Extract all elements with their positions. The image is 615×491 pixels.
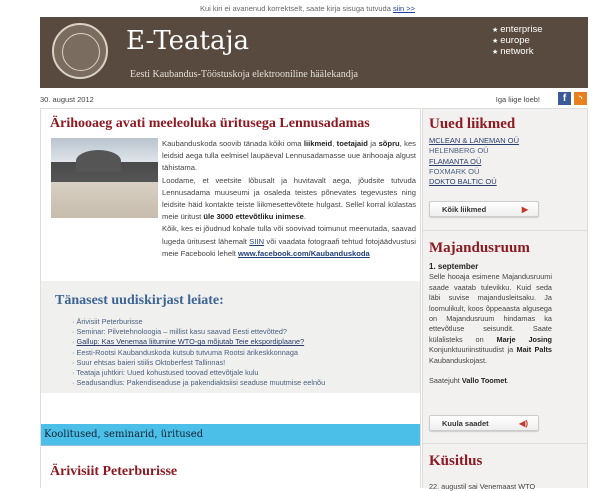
toc-item[interactable] bbox=[72, 358, 325, 368]
text: , bbox=[332, 139, 337, 148]
top-notice bbox=[0, 4, 615, 13]
event-photo bbox=[51, 138, 158, 218]
member-link[interactable]: HELENBERG OÜ bbox=[429, 146, 489, 156]
poll-heading: Küsitlus bbox=[429, 453, 483, 469]
main-column bbox=[40, 108, 421, 488]
toc-item[interactable] bbox=[72, 368, 325, 378]
toc-link[interactable]: Gallup: Kas Venemaa liitumine WTO-ga mõjutab Teie ekspordiplaane? bbox=[76, 337, 305, 347]
toc-link[interactable]: Seminar: Pilvetehnoloogia – millist kasu saavad Eesti ettevõtted? bbox=[76, 327, 287, 337]
text: , kes leidsid aega tulla eelmisel laupäeval Lennusadamasse uue ärihooaja algust tähistama. bbox=[162, 139, 416, 173]
toc-link[interactable]: Seadusandlus: Pakendiseaduse ja pakendiaktsiisi seaduse muutmise eelnõu bbox=[76, 378, 326, 388]
member-link[interactable]: FLAMANTA OÜ bbox=[429, 156, 482, 166]
rss-icon[interactable]: ◝ bbox=[574, 92, 587, 105]
majandusruum-text bbox=[429, 262, 552, 387]
date-bar bbox=[40, 92, 588, 106]
enterprise-europe-network-logo bbox=[492, 25, 542, 58]
read-more-link[interactable]: SIIN bbox=[249, 236, 265, 246]
sidebar bbox=[422, 108, 588, 491]
members-heading: Uued liikmed bbox=[429, 116, 516, 132]
divider bbox=[423, 443, 587, 444]
web-version-link[interactable]: siin >> bbox=[392, 4, 416, 13]
text: üle 3000 ettevõtliku inimese bbox=[203, 212, 304, 222]
member-link[interactable]: DOKTO BALTIC OÜ bbox=[429, 177, 497, 187]
section-header bbox=[41, 424, 420, 446]
new-members-list bbox=[429, 136, 519, 187]
member-link[interactable]: FOXMARK OÜ bbox=[429, 166, 480, 176]
logo-text: enterprise bbox=[500, 24, 543, 35]
listen-show-button[interactable] bbox=[429, 415, 539, 431]
majandusruum-heading: Majandusruum bbox=[429, 240, 530, 256]
section-title: Koolitused, seminarid, üritused bbox=[44, 429, 204, 440]
text: Mait Palts bbox=[516, 345, 552, 355]
table-of-contents bbox=[41, 281, 420, 393]
star-icon: ★ bbox=[492, 49, 501, 56]
text: ja bbox=[367, 139, 379, 148]
header-banner bbox=[40, 17, 588, 88]
article-body: Kaubanduskoda soovib tänada kõiki oma liikmeid, toetajaid ja sõpru, kes leidsid aega tulla eelmisel laupäeval Lennusadamasse uue ärihooaja algust tähistama. Loodame, et veetsite lõbusalt ja huvitavalt aega, jõudsite tutvuda Lennusadama muuseumi ja osaleda teistes põnevates tegevustes ning leidsite häid kontakte teiste liikmesettevõtete hulgast. Sellel korral külastas meie üritust üle 3000 ettevõtliku inimese. Kõik, kes ei jõudnud kohale tulla või soovivad toimunut meenutada, saavad lugeda üritusest lähemalt SIIN või vaadata fotograafi tehtud fotojäädvustusi meie Facebooki lehelt www.facebook.com/Kaubanduskoda bbox=[162, 139, 416, 258]
text: või vaadata fotograafi tehtud fotojäädvustusi meie Facebooki lehelt bbox=[162, 236, 416, 258]
star-icon: ★ bbox=[492, 27, 501, 34]
toc-item[interactable] bbox=[72, 378, 325, 388]
facebook-icon[interactable]: f bbox=[558, 92, 571, 105]
toc-item[interactable] bbox=[72, 348, 325, 358]
toc-link[interactable]: Teataja juhtkiri: Uued kohustused toovad ettevõtjale kulu bbox=[76, 368, 259, 378]
text: sõpru bbox=[378, 139, 400, 148]
text: Vallo Toomet bbox=[461, 376, 507, 386]
play-arrow-icon: ▶ bbox=[521, 205, 528, 214]
text: Kaubanduskoda soovib tänada kõiki oma bbox=[162, 139, 304, 148]
toc-item[interactable] bbox=[72, 337, 325, 347]
text: Konjunktuuriinstituudist ja bbox=[429, 345, 517, 355]
star-icon: ★ bbox=[492, 38, 501, 45]
all-members-button[interactable] bbox=[429, 201, 539, 217]
slogan: Iga liige loeb! bbox=[495, 95, 540, 104]
logo-text: network bbox=[500, 46, 534, 57]
toc-link[interactable]: Suur ehtsas baieri stiilis Oktoberfest Tallinnas! bbox=[76, 357, 226, 367]
toc-title: Tänasest uudiskirjast leiate: bbox=[55, 293, 224, 308]
toc-link[interactable]: Ärivisiit Peterburisse bbox=[76, 317, 143, 326]
text: . bbox=[506, 376, 509, 386]
text: Saatejuht bbox=[429, 376, 462, 386]
facebook-page-link[interactable]: www.facebook.com/Kaubanduskoda bbox=[237, 248, 370, 258]
toc-item[interactable] bbox=[72, 317, 325, 327]
speaker-icon: ◀) bbox=[519, 419, 528, 428]
toc-item[interactable] bbox=[72, 327, 325, 337]
issue-date: 30. august 2012 bbox=[40, 95, 94, 104]
text: Kõik, kes ei jõudnud kohale tulla või soovivad toimunut meenutada, saavad lugeda üritusest lähemalt bbox=[162, 224, 416, 246]
text: liikmeid bbox=[303, 139, 333, 148]
button-label: Kõik liikmed bbox=[442, 205, 487, 214]
text: Selle hooaja esimene Majandusruumi saade vaatab tulevikku. Kuid seda läbi suvise majandusleitsaku. Ja loomulikult, koos õppeaasta algusega on Majandusruum hindamas ka ettevõtluse seisundit. Saate külalisteks on bbox=[429, 272, 552, 344]
button-label: Kuula saadet bbox=[442, 419, 489, 428]
text: Loodame, et veetsite lõbusalt ja huvitavalt aega, jõudsite tutvuda Lennusadama muuseumi ja osaleda teistes põnevates tegevustes ning leidsite häid kontakte teiste liikmesettevõtete hulgast. Sellel korral külastas meie üritust bbox=[162, 175, 416, 222]
notice-text: Kui kiri ei avanenud korrektselt, saate kirja sisuga tutvuda bbox=[199, 4, 393, 13]
toc-link[interactable]: Eesti-Rootsi Kaubanduskoda kutsub tutvuma Rootsi ärikeskkonnaga bbox=[76, 347, 298, 357]
newsletter-title: E-Teataja bbox=[126, 26, 250, 56]
text: Marje Josing bbox=[496, 334, 552, 344]
text: Kaubanduskojast. bbox=[429, 355, 488, 365]
chamber-seal-logo bbox=[52, 23, 108, 79]
text: toetajaid bbox=[336, 139, 368, 148]
member-link[interactable]: MCLEAN & LANEMAN OÜ bbox=[429, 136, 520, 145]
poll-text: 22. augustil sai Venemaast WTO bbox=[429, 482, 536, 491]
episode-date: 1. september bbox=[429, 262, 479, 271]
article-title: Ärihooaeg avati meeleoluka üritusega Lennusadamas bbox=[50, 116, 370, 131]
logo-text: europe bbox=[500, 35, 530, 46]
divider bbox=[423, 230, 587, 231]
article-title: Ärivisiit Peterburisse bbox=[50, 464, 178, 479]
newsletter-subtitle: Eesti Kaubandus-Tööstuskoja elektrooniline häälekandja bbox=[130, 69, 358, 80]
